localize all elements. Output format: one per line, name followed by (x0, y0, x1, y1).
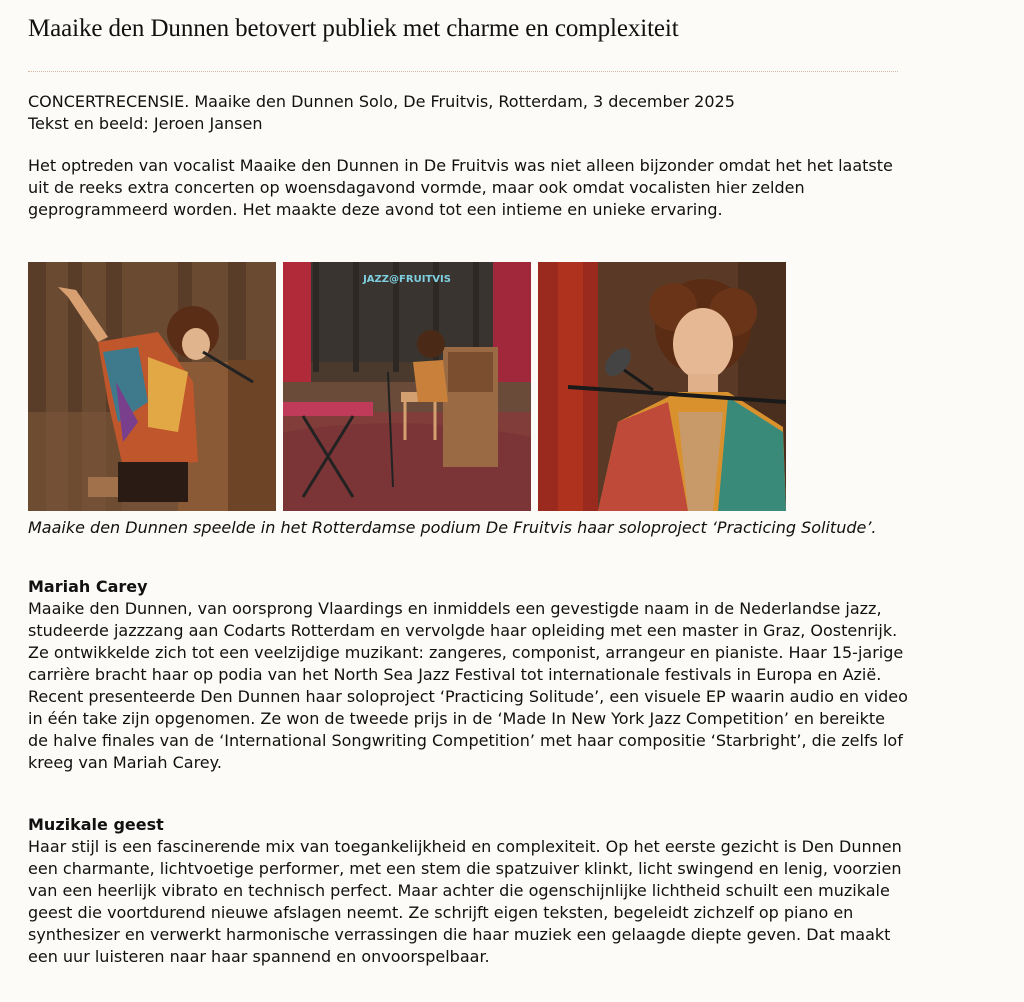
section-body: Haar stijl is een fascinerende mix van toegankelijkheid en complexiteit. Op het eerste gezicht is Den Dunnen een charmante, lichtvoetige performer, met een stem die spatzuiver klinkt, licht swingend en lenig, voorzien van een heerlijk vibrato en technisch perfect. Maar achter die ogenschijnlijke lichtheid schuilt een muzikale geest die voortdurend nieuwe afslagen neemt. Ze schrijft eigen teksten, begeleidt zichzelf op piano en synthesizer en verwerkt harmonische verrassingen die haar muziek een gelaagde diepte geven. Dat maakt een uur luisteren naar haar spannend en onvoorspelbaar. (28, 837, 902, 966)
review-byline: CONCERTRECENSIE. Maaike den Dunnen Solo, De Fruitvis, Rotterdam, 3 december 2025 (28, 92, 735, 111)
article-title: Maaike den Dunnen betovert publiek met charme en complexiteit (28, 15, 679, 42)
photo-strip (28, 262, 788, 511)
author-credit: Tekst en beeld: Jeroen Jansen (28, 114, 263, 133)
section-muzikale-geest (28, 814, 908, 968)
concert-photo-1-image (28, 262, 276, 511)
stage-sign: JAZZ@FRUITVIS (363, 274, 451, 285)
section-body: Maaike den Dunnen, van oorsprong Vlaardings en inmiddels een gevestigde naam in de Nederlandse jazz, studeerde jazzzang aan Codarts Rotterdam en vervolgde haar opleiding met een master in Graz, Oostenrijk. Ze ontwikkelde zich tot een veelzijdige muzikant: zangeres, componist, arrangeur en pianiste. Haar 15-jarige carrière bracht haar op podia van het North Sea Jazz Festival tot internationale festivals in Europa en Azië. Recent presenteerde Den Dunnen haar soloproject ‘Practicing Solitude’, een visuele EP waarin audio en video in één take zijn opgenomen. Ze won de tweede prijs in de ‘Made In New York Jazz Competition’ en bereikte de halve finales van de ‘International Songwriting Competition’ met haar compositie ‘Starbright’, die zelfs lof kreeg van Mariah Carey. (28, 599, 908, 772)
photo-caption: Maaike den Dunnen speelde in het Rotterdamse podium De Fruitvis haar soloproject ‘Practicing Solitude’. (28, 518, 877, 537)
section-mariah-carey (28, 576, 908, 774)
concert-photo-3[interactable] (538, 262, 786, 511)
article-meta (28, 91, 908, 135)
concert-photo-3-image (538, 262, 786, 511)
intro-paragraph: Het optreden van vocalist Maaike den Dunnen in De Fruitvis was niet alleen bijzonder omdat het het laatste uit de reeks extra concerten op woensdagavond vormde, maar ook omdat vocalisten hier zelden geprogrammeerd worden. Het maakte deze avond tot een intieme en unieke ervaring. (28, 156, 893, 219)
concert-photo-2[interactable] (283, 262, 531, 511)
section-heading: Muzikale geest (28, 815, 164, 834)
concert-photo-2-image (283, 262, 531, 511)
section-heading: Mariah Carey (28, 577, 148, 596)
title-divider (28, 71, 898, 72)
concert-photo-1[interactable] (28, 262, 276, 511)
